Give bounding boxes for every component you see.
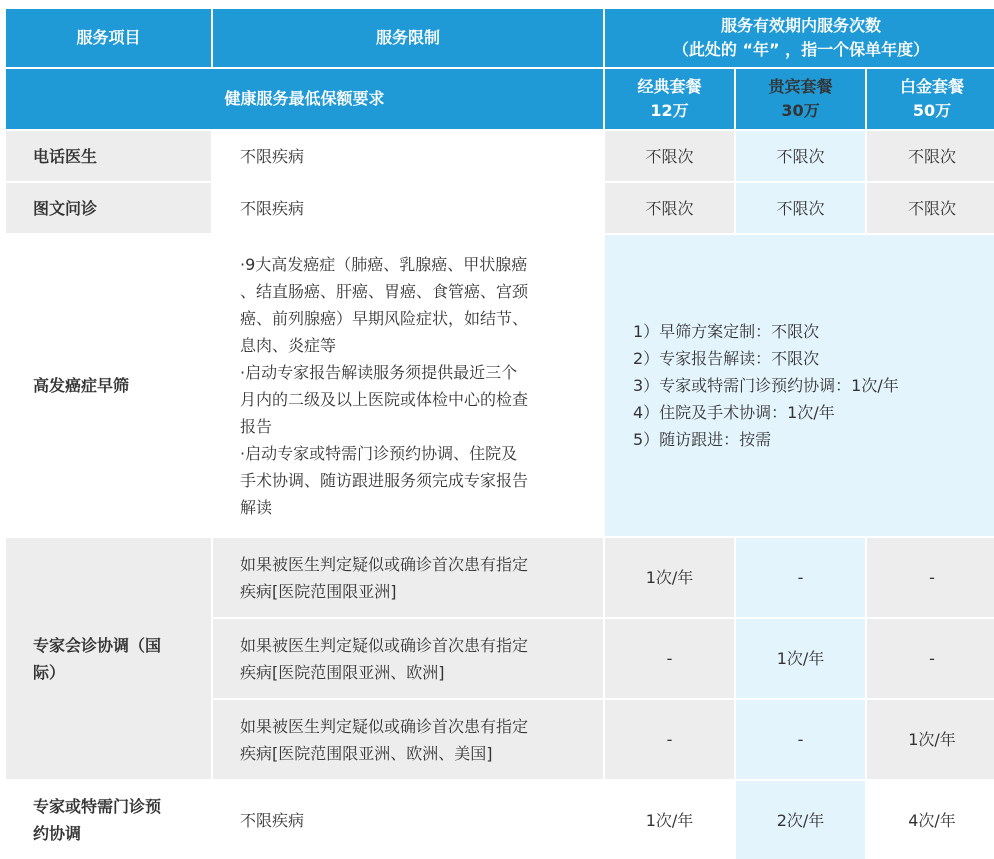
label-line: 专家会诊协调（国 — [33, 635, 162, 655]
consult-limit-asia-europe-us — [213, 700, 603, 779]
header-service-item: 服务项目 — [6, 9, 211, 67]
cell-phone-platinum: 不限次 — [867, 131, 994, 181]
cell-consult-asia-classic: 1次/年 — [605, 538, 734, 617]
header-min-coverage: 健康服务最低保额要求 — [6, 69, 603, 129]
plan-name: 白金套餐 — [899, 77, 964, 96]
cell-consult-europe-platinum: - — [867, 619, 994, 698]
limit-line: ·9大高发癌症（肺癌、乳腺癌、甲状腺癌 — [240, 254, 528, 274]
plan-amount: 12万 — [650, 101, 689, 120]
limit-line: 疾病[医院范围限亚洲、欧洲、美国] — [240, 743, 493, 763]
row-label-outpatient-appointment — [6, 781, 211, 859]
row-label-expert-consultation — [6, 538, 211, 779]
cell-consult-us-classic: - — [605, 700, 734, 779]
header-plan-vip — [736, 69, 865, 129]
limit-line: ·启动专家报告解读服务须提供最近三个 — [240, 362, 518, 382]
cell-consult-europe-classic: - — [605, 619, 734, 698]
row-limit-cancer-screening — [213, 235, 603, 536]
label-line: 约协调 — [33, 824, 82, 843]
limit-line: 如果被医生判定疑似或确诊首次患有指定 — [240, 554, 529, 574]
cell-text-platinum: 不限次 — [867, 183, 994, 233]
row-limit-outpatient-appointment: 不限疾病 — [213, 781, 603, 859]
cell-consult-us-platinum: 1次/年 — [867, 700, 994, 779]
limit-line: ·启动专家或特需门诊预约协调、住院及 — [240, 443, 518, 463]
cell-consult-asia-vip: - — [736, 538, 865, 617]
cell-text-vip: 不限次 — [736, 183, 865, 233]
label-line: 专家或特需门诊预 — [33, 797, 162, 816]
header-service-count — [605, 9, 994, 67]
cancer-services-list — [605, 235, 994, 536]
service-item: 3）专家或特需门诊预约协调：1次/年 — [633, 376, 899, 395]
cell-outpatient-platinum: 4次/年 — [867, 781, 994, 859]
cell-phone-vip: 不限次 — [736, 131, 865, 181]
header-count-title: 服务有效期内服务次数 — [720, 16, 881, 35]
service-item: 2）专家报告解读：不限次 — [633, 349, 820, 368]
consult-limit-asia-europe — [213, 619, 603, 698]
plan-amount: 50万 — [912, 101, 952, 120]
cell-consult-europe-vip: 1次/年 — [736, 619, 865, 698]
header-plan-platinum — [867, 69, 994, 129]
limit-line: 疾病[医院范围限亚洲] — [240, 581, 397, 601]
row-limit-text-consult: 不限疾病 — [213, 183, 603, 233]
limit-line: 解读 — [240, 497, 273, 517]
plan-name: 经典套餐 — [637, 77, 702, 96]
label-line: 际） — [33, 662, 66, 682]
service-item: 4）住院及手术协调：1次/年 — [633, 403, 835, 422]
limit-line: 报告 — [240, 416, 273, 436]
cell-outpatient-vip: 2次/年 — [736, 781, 865, 859]
cell-consult-us-vip: - — [736, 700, 865, 779]
limit-line: 手术协调、随访跟进服务须完成专家报告 — [240, 470, 529, 490]
limit-line: 疾病[医院范围限亚洲、欧洲] — [240, 662, 445, 682]
cell-text-classic: 不限次 — [605, 183, 734, 233]
row-label-phone-doctor: 电话医生 — [6, 131, 211, 181]
cell-phone-classic: 不限次 — [605, 131, 734, 181]
limit-line: 月内的二级及以上医院或体检中心的检查 — [240, 389, 529, 409]
plan-amount: 30万 — [781, 101, 820, 120]
limit-line: 、结直肠癌、肝癌、胃癌、食管癌、宫颈 — [240, 281, 529, 301]
header-service-limit: 服务限制 — [213, 9, 603, 67]
cell-consult-asia-platinum: - — [867, 538, 994, 617]
row-label-cancer-screening: 高发癌症早筛 — [6, 235, 211, 536]
consult-limit-asia — [213, 538, 603, 617]
limit-line: 息肉、炎症等 — [240, 335, 337, 355]
service-item: 1）早筛方案定制：不限次 — [633, 322, 820, 341]
cell-outpatient-classic: 1次/年 — [605, 781, 734, 859]
limit-line: 癌、前列腺癌）早期风险症状，如结节、 — [240, 308, 529, 328]
header-plan-classic — [605, 69, 734, 129]
plan-name: 贵宾套餐 — [768, 77, 833, 96]
header-count-note: （此处的 “年” ，指一个保单年度） — [672, 40, 930, 59]
limit-line: 如果被医生判定疑似或确诊首次患有指定 — [240, 635, 529, 655]
limit-line: 如果被医生判定疑似或确诊首次患有指定 — [240, 716, 529, 736]
row-label-text-consult: 图文问诊 — [6, 183, 211, 233]
service-item: 5）随访跟进：按需 — [633, 430, 772, 449]
row-limit-phone-doctor: 不限疾病 — [213, 131, 603, 181]
